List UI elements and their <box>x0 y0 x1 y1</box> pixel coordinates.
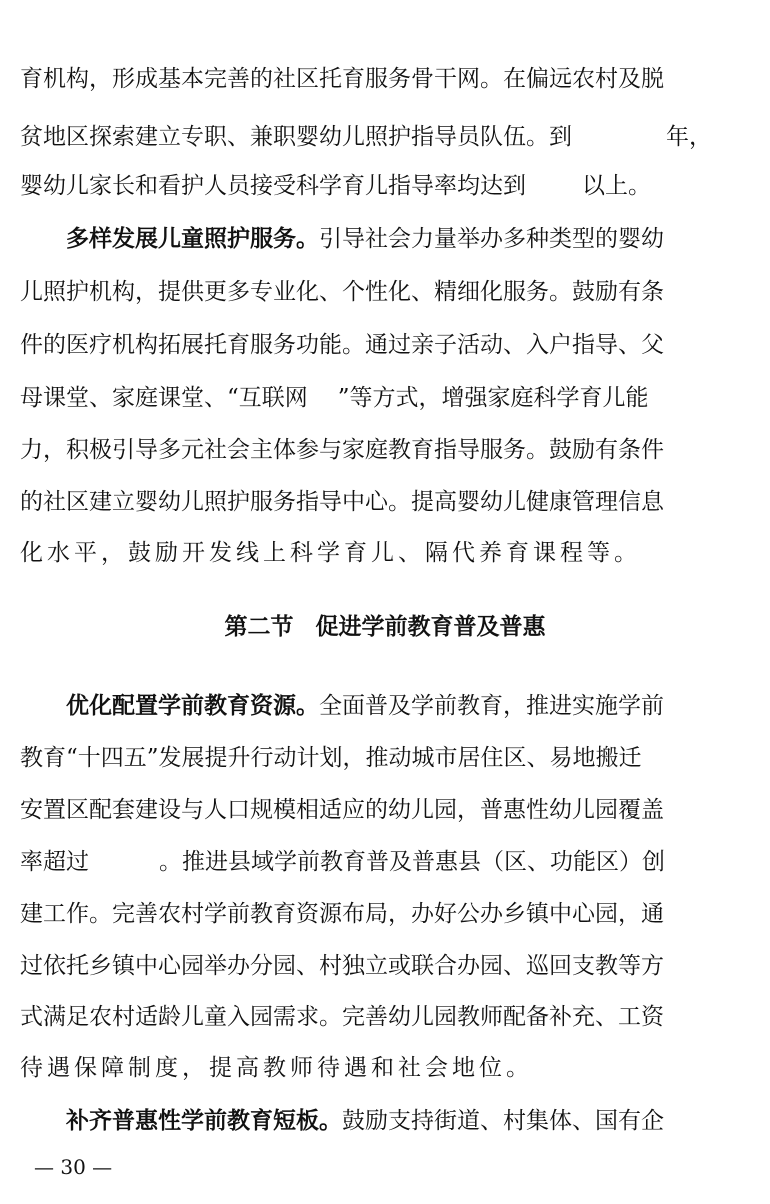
text-run: 引导社会力量举办多种类型的婴幼 <box>319 226 664 252</box>
text-run: 式满足农村适龄儿童入园需求。完善幼儿园教师配备补充、工资 <box>20 1004 664 1030</box>
text-run: 婴幼儿家长和看护人员接受科学育儿指导率均达到 <box>20 173 526 199</box>
text-run: 教育“十四五”发展提升行动计划，推动城市居住区、易地搬迁 <box>20 745 642 771</box>
text-run: 母课堂、家庭课堂、“互联网 <box>20 385 308 411</box>
text-run: 件的医疗机构拓展托育服务功能。通过亲子活动、入户指导、父 <box>20 332 664 358</box>
text-run: 贫地区探索建立专职、兼职婴幼儿照护指导员队伍。到 <box>20 124 572 150</box>
paragraph-lead: 多样发展儿童照护服务。 <box>66 226 319 252</box>
text-run: 儿照护机构，提供更多专业化、个性化、精细化服务。鼓励有条 <box>20 279 664 305</box>
paragraph-2-line-7 <box>20 535 750 571</box>
text-run: 待遇保障制度，提高教师待遇和社会地位。 <box>20 1055 533 1081</box>
paragraph-3-line-3 <box>20 792 750 828</box>
paragraph-3-line-1 <box>66 688 750 724</box>
text-run: 力，积极引导多元社会主体参与家庭教育指导服务。鼓励有条件 <box>20 437 664 463</box>
text-run: 安置区配套建设与人口规模相适应的幼儿园，普惠性幼儿园覆盖 <box>20 797 664 823</box>
text-run: 。推进县域学前教育普及普惠县（区、功能区）创 <box>159 849 665 875</box>
text-run: 率超过 <box>20 849 89 875</box>
page-number: — 30 — <box>34 1155 113 1179</box>
paragraph-lead: 优化配置学前教育资源。 <box>66 693 319 719</box>
text-run: 过依托乡镇中心园举办分园、村独立或联合办园、巡回支教等方 <box>20 953 664 979</box>
paragraph-3-line-8 <box>20 1050 750 1086</box>
text-run: 年， <box>666 124 712 150</box>
section-number: 第二节 <box>224 614 294 640</box>
text-run: ”等方式，增强家庭科学育儿能 <box>337 385 649 411</box>
paragraph-2-line-6 <box>20 484 750 520</box>
text-run: 育机构，形成基本完善的社区托育服务骨干网。在偏远农村及脱 <box>20 66 664 92</box>
paragraph-3-line-4 <box>20 844 750 880</box>
text-run: 建工作。完善农村学前教育资源布局，办好公办乡镇中心园，通 <box>20 901 664 927</box>
text-run: 以上。 <box>582 173 651 199</box>
text-run: 化水平，鼓励开发线上科学育儿、隔代养育课程等。 <box>20 540 641 566</box>
paragraph-lead: 补齐普惠性学前教育短板。 <box>66 1108 342 1134</box>
paragraph-1-line-2 <box>20 119 750 155</box>
paragraph-2-line-4 <box>20 380 750 416</box>
text-run: 鼓励支持街道、村集体、国有企 <box>342 1108 664 1134</box>
paragraph-3-line-7 <box>20 999 750 1035</box>
paragraph-2-line-1 <box>66 221 750 257</box>
section-heading <box>0 607 770 647</box>
paragraph-4-line-1 <box>66 1103 750 1139</box>
paragraph-2-line-2 <box>20 274 750 310</box>
paragraph-1-line-3 <box>20 168 750 204</box>
section-title: 促进学前教育普及普惠 <box>315 614 546 640</box>
paragraph-1-line-1 <box>20 61 750 97</box>
paragraph-2-line-3 <box>20 327 750 363</box>
text-run: 的社区建立婴幼儿照护服务指导中心。提高婴幼儿健康管理信息 <box>20 489 664 515</box>
text-run: 全面普及学前教育，推进实施学前 <box>319 693 664 719</box>
paragraph-3-line-5 <box>20 896 750 932</box>
paragraph-2-line-5 <box>20 432 750 468</box>
paragraph-3-line-2 <box>20 740 750 776</box>
paragraph-3-line-6 <box>20 948 750 984</box>
